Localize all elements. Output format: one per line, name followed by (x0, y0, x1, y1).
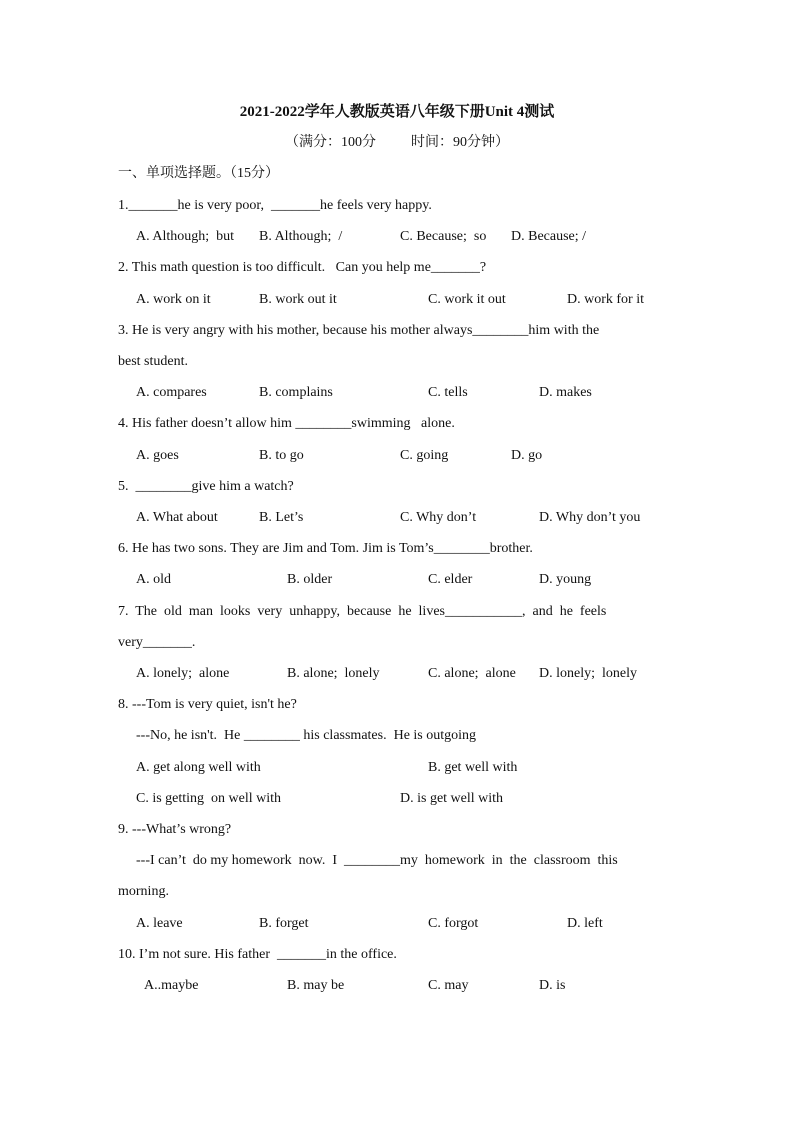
question-7-stem: 7. The old man looks very unhappy, because he lives___________, and he feels (118, 604, 607, 619)
question-7-option-c: C. alone; alone (428, 666, 516, 681)
question-10-option-b: B. may be (287, 978, 345, 993)
question-9-option-b: B. forget (259, 916, 309, 931)
question-5-stem: 5. ________give him a watch? (118, 479, 294, 494)
question-3-option-d: D. makes (539, 385, 592, 400)
question-6-stem: 6. He has two sons. They are Jim and Tom. Jim is Tom’s________brother. (118, 541, 533, 556)
question-9-option-d: D. left (567, 916, 603, 931)
question-6-option-b: B. older (287, 572, 333, 587)
question-2-option-c: C. work it out (428, 292, 506, 307)
question-8-stem: 8. ---Tom is very quiet, isn't he? (118, 697, 297, 712)
question-3-stem-cont: best student. (118, 354, 188, 369)
question-8-option-b: B. get well with (428, 760, 518, 775)
question-2-option-a: A. work on it (136, 292, 211, 307)
question-10-option-a: A..maybe (144, 978, 199, 993)
question-1-option-a: A. Although; but (136, 229, 235, 244)
question-8-option-d: D. is get well with (400, 791, 504, 806)
question-5-option-d: D. Why don’t you (539, 510, 641, 525)
question-3-option-c: C. tells (428, 385, 468, 400)
question-9-dialogue: ---I can’t do my homework now. I ________my homework in the classroom this (136, 853, 618, 868)
question-6-option-c: C. elder (428, 572, 473, 587)
question-9-dialogue-cont: morning. (118, 884, 169, 899)
question-1-option-c: C. Because; so (400, 229, 487, 244)
question-3-option-b: B. complains (259, 385, 333, 400)
question-4-option-b: B. to go (259, 448, 304, 463)
question-7-option-a: A. lonely; alone (136, 666, 230, 681)
question-10-option-d: D. is (539, 978, 566, 993)
question-3-stem: 3. He is very angry with his mother, because his mother always________him with the (118, 323, 600, 338)
question-4-option-d: D. go (511, 448, 543, 463)
question-5-option-c: C. Why don’t (400, 510, 477, 525)
question-2-option-b: B. work out it (259, 292, 337, 307)
question-1-stem: 1._______he is very poor, _______he feels very happy. (118, 198, 432, 213)
question-6-option-d: D. young (539, 572, 592, 587)
question-8-option-a: A. get along well with (136, 760, 261, 775)
question-1-option-d: D. Because; / (511, 229, 587, 244)
question-2-option-d: D. work for it (567, 292, 644, 307)
question-4-stem: 4. His father doesn’t allow him ________swimming alone. (118, 416, 455, 431)
question-6-option-a: A. old (136, 572, 171, 587)
question-10-option-c: C. may (428, 978, 469, 993)
page-subtitle: （满分：100分 时间：90分钟） (285, 135, 509, 150)
question-9-stem: 9. ---What’s wrong? (118, 822, 232, 837)
question-2-stem: 2. This math question is too difficult. Can you help me_______? (118, 260, 487, 275)
section-heading: 一、单项选择题。（15分） (118, 166, 279, 181)
page-title: 2021-2022学年人教版英语八年级下册Unit 4测试 (239, 104, 555, 120)
question-7-option-d: D. lonely; lonely (539, 666, 637, 681)
question-5-option-a: A. What about (136, 510, 218, 525)
question-3-option-a: A. compares (136, 385, 207, 400)
question-9-option-a: A. leave (136, 916, 183, 931)
question-10-stem: 10. I’m not sure. His father _______in the office. (118, 947, 397, 962)
question-7-option-b: B. alone; lonely (287, 666, 380, 681)
question-9-option-c: C. forgot (428, 916, 479, 931)
question-5-option-b: B. Let’s (259, 510, 304, 525)
question-4-option-a: A. goes (136, 448, 179, 463)
question-7-stem-cont: very_______. (118, 635, 196, 650)
question-8-dialogue: ---No, he isn't. He ________ his classmates. He is outgoing (136, 728, 477, 743)
question-4-option-c: C. going (400, 448, 449, 463)
question-8-option-c: C. is getting on well with (136, 791, 282, 806)
question-1-option-b: B. Although; / (259, 229, 343, 244)
